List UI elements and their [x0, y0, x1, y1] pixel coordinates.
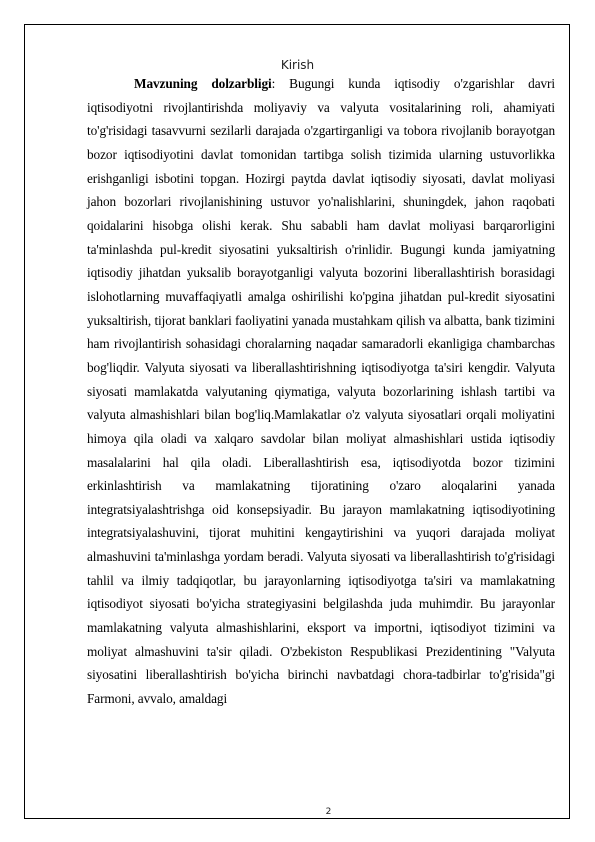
- lead-term: Mavzuning dolzarbligi: [134, 76, 272, 91]
- page-number: 2: [325, 807, 332, 817]
- body-paragraph: [87, 72, 555, 711]
- section-heading: Kirish: [280, 58, 315, 72]
- paragraph-text: : Bugungi kunda iqtisodiy o'zgarishlar davri iqtisodiyotni rivojlantirishda moliyaviy va valyuta vositalarining roli, ahamiyati to'g'risidagi tasavvurni sezilarli darajada o'zgartirganligi va tobora rivojlanib borayotgan bozor iqtisodiyotini davlat tomonidan tartibga solish tizimida ularning ustuvorlikka erishganligi isbotini topgan. Hozirgi paytda davlat iqtisodiy siyosati, davlat moliyasi jahon bozorlari rivojlanishining ustuvor yo'nalishlarini, shuningdek, jahon raqobati qoidalarini hisobga olishi kerak. Shu sababli ham davlat moliyasi barqarorligini ta'minlashda pul-kredit siyosatini yuksaltirish o'rinlidir. Bugungi kunda jamiyatning iqtisodiy jihatdan yuksalib borayotganligi valyuta bozorini liberallashtirish borasidagi islohotlarning muvaffaqiyatli amalga oshirilishi ko'pgina jihatdan pul-kredit siyosatini yuksaltirish, tijorat banklari faoliyatini yanada mustahkam qilish va albatta, bank tizimini ham rivojlantirish sohasidagi choralarning naqadar samaradorli ekanligiga chambarchas bog'liqdir. Valyuta siyosati va liberallashtirishning iqtisodiyotga ta'siri kengdir. Valyuta siyosati mamlakatda valyutaning qiymatiga, valyuta bozorlarining ishlash tartibi va valyuta almashishlari bilan bog'liq.Mamlakatlar o'z valyuta siyosatlari orqali moliyatini himoya qila oladi va xalqaro savdolar bilan moliyat almashishlari ustida iqtisodiy masalalarini hal qila oladi. Liberallashtirish esa, iqtisodiyotda bozor tizimini erkinlashtirish va mamlakatning tijoratining o'zaro aloqalarini yanada integratsiyalashtrishga oid konsepsiyadir. Bu jarayon mamlakatning iqtisodiyotining integratsiyalashuvini, tijorat muhitini kengaytirishini va yuqori darajada moliyat almashuvini ta'minlashga yordam beradi. Valyuta siyosati va liberallashtirish to'g'risidagi tahlil va ilmiy tadqiqotlar, bu jarayonlarning iqtisodiyotga ta'siri va mamlakatning iqtisodiyot siyosati bo'yicha strategiyasini belgilashda juda muhimdir. Bu jarayonlar mamlakatning valyuta almashishlarini, eksport va importni, iqtisodiyot tizimini va moliyat almashuvini ta'sir qiladi. O'zbekiston Respublikasi Prezidentining "Valyuta siyosatini liberallashtirish bo'yicha birinchi navbatdagi chora-tadbirlar to'g'risida"gi Farmoni, avvalo, amaldagi: [87, 76, 555, 707]
